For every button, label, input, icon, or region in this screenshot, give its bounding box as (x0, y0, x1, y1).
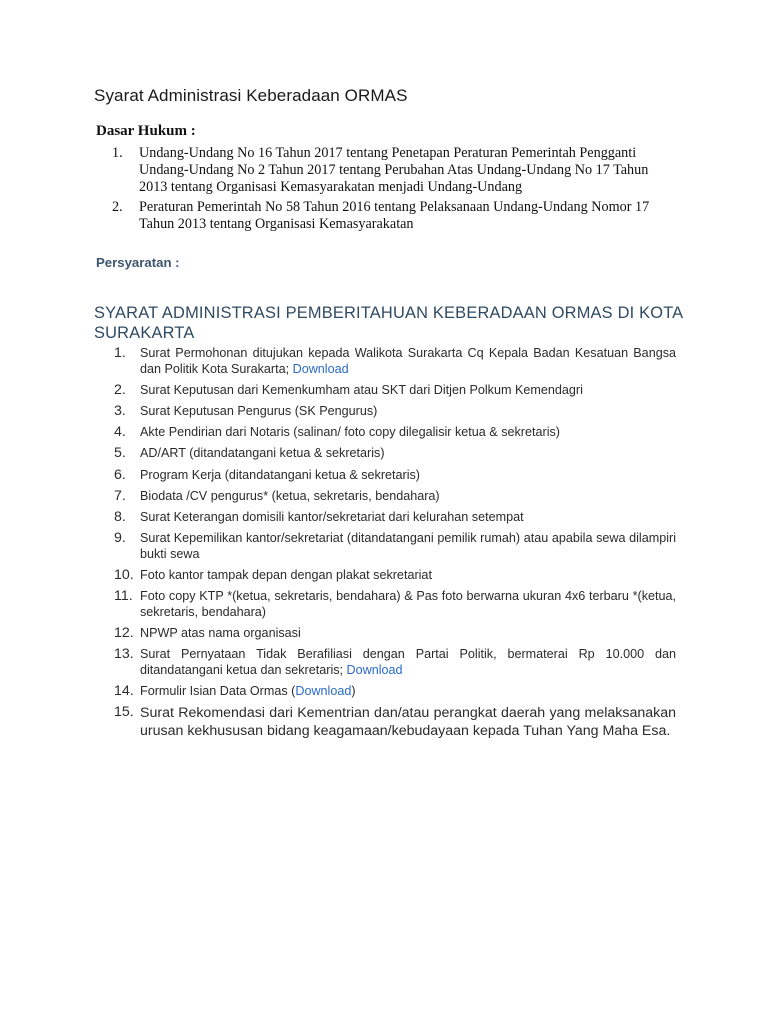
requirement-text-main: Surat Kepemilikan kantor/sekretariat (ditandatangani pemilik rumah) atau apabila sewa dilampiri bukti sewa (140, 531, 676, 561)
list-item (112, 199, 652, 233)
requirement-number: 8. (114, 508, 126, 525)
requirement-item (114, 404, 676, 420)
requirement-text-main: Surat Pernyataan Tidak Berafiliasi dengan Partai Politik, bermaterai Rp 10.000 dan ditandatangani ketua dan sekretaris; (140, 647, 676, 677)
dasar-hukum-list (112, 145, 652, 237)
requirement-number: 10. (114, 566, 134, 583)
requirement-text-main: Surat Permohonan ditujukan kepada Walikota Surakarta Cq Kepala Badan Kesatuan Bangsa dan Politik Kota Surakarta; (140, 346, 676, 376)
requirement-number: 13. (114, 646, 134, 663)
dasar-hukum-heading: Dasar Hukum : (96, 123, 196, 139)
download-link[interactable]: Download (292, 361, 349, 376)
requirement-text (140, 705, 676, 740)
requirement-number: 2. (114, 381, 126, 398)
requirement-text-main: Biodata /CV pengurus* (ketua, sekretaris, bendahara) (140, 488, 440, 503)
requirement-text-main: Program Kerja (ditandatangani ketua & sekretaris) (140, 467, 421, 482)
requirement-item (114, 705, 676, 740)
requirement-item (114, 568, 676, 584)
list-item-text: Peraturan Pemerintah No 58 Tahun 2016 tentang Pelaksanaan Undang-Undang Nomor 17 Tahun 2013 tentang Organisasi Kemasyarakatan (139, 199, 650, 233)
persyaratan-label: Persyaratan : (96, 255, 180, 270)
requirement-text (140, 531, 676, 562)
requirement-text (140, 425, 676, 441)
requirement-text-main: Foto copy KTP *(ketua, sekretaris, bendahara) & Pas foto berwarna ukuran 4x6 terbaru *(ketua, sekretaris, bendahara) (140, 589, 676, 619)
requirement-item (114, 531, 676, 562)
requirement-text (140, 684, 676, 700)
list-item-number: 2. (112, 199, 123, 216)
requirement-number: 1. (114, 345, 126, 361)
download-link[interactable]: Download (346, 662, 403, 677)
requirement-text (140, 510, 676, 526)
requirement-item (114, 489, 676, 505)
requirement-text-main: AD/ART (ditandatangani ketua & sekretaris) (140, 446, 385, 461)
requirement-text (140, 589, 676, 620)
requirement-text-main: Surat Rekomendasi dari Kementrian dan/atau perangkat daerah yang melaksanakan urusan kekhususan bidang keagamaan/kebudayaan kepada Tuhan Yang Maha Esa. (140, 705, 676, 739)
requirement-item (114, 510, 676, 526)
requirement-number: 12. (114, 624, 134, 641)
requirement-item (114, 626, 676, 642)
requirement-text-main: Foto kantor tampak depan dengan plakat sekretariat (140, 567, 432, 582)
requirement-text-main: NPWP atas nama organisasi (140, 625, 301, 640)
requirement-item (114, 468, 676, 484)
requirement-item (114, 684, 676, 700)
requirement-text-suffix: ) (351, 683, 356, 698)
section-heading: SYARAT ADMINISTRASI PEMBERITAHUAN KEBERADAAN ORMAS DI KOTA SURAKARTA (94, 304, 683, 342)
requirement-text-main: Surat Keterangan domisili kantor/sekretariat dari kelurahan setempat (140, 509, 524, 524)
list-item-text: Undang-Undang No 16 Tahun 2017 tentang Penetapan Peraturan Pemerintah Pengganti Undang-Undang No 2 Tahun 2017 tentang Perubahan Atas Undang-Undang No 17 Tahun 2013 tentang Organisasi Kemasyarakatan menjadi Undang-Undang (139, 145, 649, 195)
requirement-item (114, 446, 676, 462)
requirement-number: 15. (114, 704, 134, 720)
requirement-text (140, 383, 676, 399)
requirement-number: 9. (114, 530, 126, 547)
requirement-text (140, 446, 676, 462)
requirement-number: 14. (114, 682, 134, 699)
requirement-number: 7. (114, 487, 126, 504)
download-link[interactable]: Download (295, 683, 352, 698)
document-title: Syarat Administrasi Keberadaan ORMAS (94, 86, 408, 105)
requirement-number: 11. (114, 588, 133, 605)
requirement-item (114, 383, 676, 399)
requirement-item (114, 647, 676, 678)
requirement-number: 3. (114, 402, 126, 419)
requirement-item (114, 346, 676, 377)
requirement-number: 4. (114, 424, 126, 441)
requirement-text (140, 346, 676, 377)
list-item (112, 145, 652, 195)
requirement-text-main: Surat Keputusan Pengurus (SK Pengurus) (140, 403, 378, 418)
requirement-text-main: Akte Pendirian dari Notaris (salinan/ foto copy dilegalisir ketua & sekretaris) (140, 425, 560, 440)
requirement-number: 5. (114, 445, 126, 462)
requirement-text (140, 626, 676, 642)
requirement-text-main: Formulir Isian Data Ormas ( (140, 683, 296, 698)
requirement-item (114, 589, 676, 620)
requirement-text-main: Surat Keputusan dari Kemenkumham atau SKT dari Ditjen Polkum Kemendagri (140, 382, 583, 397)
requirement-text (140, 568, 676, 584)
requirement-text (140, 468, 676, 484)
list-item-number: 1. (112, 145, 123, 161)
requirement-number: 6. (114, 466, 126, 483)
requirements-list (114, 346, 676, 746)
requirement-text (140, 404, 676, 420)
requirement-item (114, 425, 676, 441)
requirement-text (140, 489, 676, 505)
requirement-text (140, 647, 676, 678)
